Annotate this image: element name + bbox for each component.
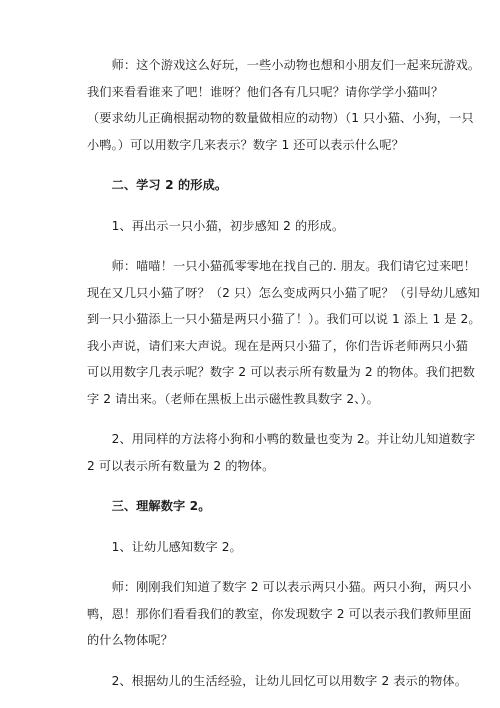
paragraph-teacher-intro	[87, 52, 481, 158]
text-line: 我们来看看谁来了吧！谁呀？他们各有几只呢？请你学学小猫叫？	[87, 84, 444, 99]
paragraph-step-1	[87, 213, 447, 240]
text-line: 2、用同样的方法将小狗和小鸭的数量也变为 2。并让幼儿知道数字	[87, 432, 476, 446]
section-heading-2	[87, 172, 447, 199]
paragraph-teacher-classroom	[87, 574, 472, 654]
text-line: 小鸭。）可以用数字几来表示？数字 1 还可以表示什么呢？	[87, 137, 404, 152]
text-line: 师：这个游戏这么好玩，一些小动物也想和小朋友们一起来玩游戏。	[87, 58, 481, 72]
text-line: 1、再出示一只小猫，初步感知 2 的形成。	[87, 218, 345, 233]
document-page	[87, 52, 481, 708]
text-line: 现在又几只小猫了呀？（2 只）怎么变成两只小猫了呢？（引导幼儿感知	[87, 285, 480, 300]
paragraph-step-2	[87, 426, 476, 479]
paragraph-understand-1	[87, 534, 447, 561]
section-heading-3	[87, 493, 447, 520]
heading-text: 二、学习 2 的形成。	[87, 178, 228, 192]
text-line: 鸭，恩！那你们看看我们的教室，你发现数字 2 可以表示我们教师里面	[87, 606, 472, 621]
text-line: 的什么物体呢？	[87, 633, 174, 647]
text-line: 师：刚刚我们知道了数字 2 可以表示两只小猫。两只小狗，两只小	[87, 580, 472, 594]
text-line: 1、让幼儿感知数字 2。	[87, 539, 242, 554]
paragraph-teacher-cat	[87, 253, 481, 412]
text-line: 可以用数字几表示呢？数字 2 可以表示所有数量为 2 的物体。我们把数	[87, 365, 475, 379]
text-line: 2、根据幼儿的生活经验，让幼儿回忆可以用数字 2 表示的物体。	[87, 673, 467, 688]
text-line: （要求幼儿正确根据动物的数量做相应的动物）（1 只小猫、小狗，一只	[87, 111, 474, 125]
paragraph-understand-2	[87, 668, 467, 695]
text-line: 到一只小猫添上一只小猫是两只小猫了！）。我们可以说 1 添上 1 是 2。	[87, 312, 481, 326]
text-line: 师：喵喵！一只小猫孤零零地在找自己的. 朋友。我们请它过来吧！	[87, 259, 476, 273]
text-line: 我小声说，请们来大声说。现在是两只小猫了，你们告诉老师两只小猫	[87, 338, 468, 353]
text-line: 2 可以表示所有数量为 2 的物体。	[87, 458, 275, 473]
text-line: 字 2 请出来。（老师在黑板上出示磁性教具数字 2、）。	[87, 391, 379, 406]
heading-text: 三、理解数字 2。	[87, 499, 211, 513]
